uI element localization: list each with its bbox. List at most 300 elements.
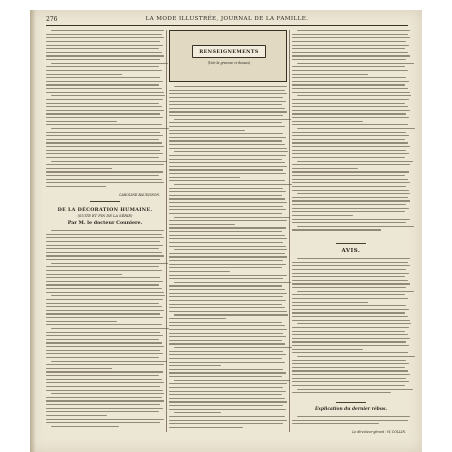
text-line (169, 220, 287, 221)
avis-text-block (292, 258, 410, 396)
text-line (46, 70, 162, 71)
text-line (292, 420, 408, 421)
text-line (169, 224, 235, 225)
text-line (46, 41, 160, 42)
text-line (292, 117, 409, 118)
text-line (46, 103, 159, 104)
text-line (174, 86, 287, 87)
text-line (169, 289, 285, 290)
text-line (46, 371, 163, 372)
text-line (292, 66, 405, 67)
text-line (46, 335, 163, 336)
editor-signature: Le directeur-gérant : W. COLLIN. (352, 430, 406, 434)
text-line (292, 168, 358, 169)
text-line (174, 412, 221, 413)
text-line (292, 146, 410, 147)
text-line (169, 140, 282, 141)
text-line (169, 311, 287, 312)
text-line (169, 325, 285, 326)
text-line (169, 126, 285, 127)
text-line (169, 423, 283, 424)
text-line (46, 310, 164, 311)
text-line (169, 202, 287, 203)
text-line (169, 246, 286, 247)
text-line (169, 304, 282, 305)
text-line (292, 142, 408, 143)
text-line (51, 361, 167, 362)
text-line (169, 104, 282, 105)
text-line (174, 151, 288, 152)
text-line (169, 90, 285, 91)
text-line (46, 306, 162, 307)
text-line (46, 284, 159, 285)
text-line (46, 357, 159, 358)
text-line (292, 345, 409, 346)
text-line (292, 222, 406, 223)
text-line (46, 157, 159, 158)
text-line (169, 238, 287, 239)
text-line (292, 153, 409, 154)
text-line (292, 363, 409, 364)
text-line (46, 164, 164, 165)
text-line (169, 198, 285, 199)
text-line (46, 255, 164, 256)
text-line (169, 383, 287, 384)
text-line (292, 45, 409, 46)
text-line (46, 237, 164, 238)
text-line (169, 427, 243, 428)
text-line (51, 30, 164, 31)
text-line (292, 211, 405, 212)
text-line (292, 135, 409, 136)
text-line (292, 186, 406, 187)
text-line (174, 249, 287, 250)
text-line (46, 317, 163, 318)
text-line (292, 88, 408, 89)
text-line (297, 193, 410, 194)
text-line (46, 346, 164, 347)
text-line (292, 59, 406, 60)
text-line (292, 113, 406, 114)
text-line (169, 148, 287, 149)
text-line (169, 362, 285, 363)
text-line (169, 173, 286, 174)
text-line (292, 352, 408, 353)
text-line (46, 386, 160, 387)
text-line (169, 275, 287, 276)
text-line (169, 409, 286, 410)
column-divider (289, 30, 290, 432)
text-line (292, 381, 409, 382)
text-line (292, 84, 405, 85)
text-line (169, 108, 285, 109)
story-signature: CAROLINE BAUDISSON. (119, 193, 160, 197)
text-line (169, 256, 287, 257)
text-line (46, 45, 163, 46)
text-line (46, 404, 160, 405)
text-line (46, 132, 160, 133)
text-line (169, 285, 282, 286)
rebus-explanation-title: Explication du dernier rébus. (314, 407, 388, 412)
text-line (292, 283, 410, 284)
text-line (292, 48, 405, 49)
article-title: DE LA DÉCORATION HUMAINE. (57, 207, 153, 213)
text-line (169, 169, 283, 170)
text-line (292, 110, 410, 111)
text-line (169, 130, 245, 131)
text-line (169, 242, 283, 243)
text-line (46, 146, 164, 147)
text-line (292, 70, 408, 71)
column-divider (166, 30, 167, 432)
text-line (169, 97, 283, 98)
text-line (46, 110, 164, 111)
binding-shadow (30, 10, 36, 452)
text-line (46, 252, 162, 253)
text-line (46, 350, 160, 351)
text-line (46, 92, 164, 93)
text-line (297, 416, 410, 417)
text-line (169, 354, 286, 355)
text-line (292, 179, 408, 180)
text-line (169, 213, 282, 214)
journal-title: LA MODE ILLUSTRÉE, JOURNAL DE LA FAMILLE. (145, 16, 309, 22)
text-line (169, 369, 283, 370)
text-line (292, 182, 410, 183)
text-line (174, 347, 292, 348)
text-line (292, 190, 409, 191)
text-line (46, 419, 164, 420)
text-line (169, 166, 287, 167)
text-line (169, 93, 287, 94)
text-line (292, 374, 410, 375)
text-line (46, 234, 162, 235)
text-line (169, 296, 283, 297)
text-line (46, 270, 162, 271)
text-line (51, 263, 168, 264)
text-line (46, 77, 160, 78)
text-line (46, 66, 159, 67)
text-line (169, 209, 286, 210)
text-line (292, 74, 368, 75)
text-line (169, 267, 282, 268)
text-line (169, 322, 282, 323)
text-line (46, 74, 122, 75)
text-line (169, 336, 286, 337)
text-line (292, 360, 406, 361)
text-line (292, 175, 405, 176)
text-line (46, 390, 163, 391)
text-line (297, 226, 414, 227)
text-line (46, 408, 163, 409)
text-line (292, 229, 381, 230)
text-line (292, 200, 410, 201)
text-line (46, 375, 159, 376)
text-line (46, 415, 107, 416)
text-line (292, 106, 408, 107)
text-line (169, 227, 286, 228)
text-line (46, 400, 164, 401)
renseignements-continued-block (292, 30, 410, 233)
text-line (174, 119, 291, 120)
text-line (297, 63, 414, 64)
text-line (169, 180, 285, 181)
text-line (46, 382, 164, 383)
text-line (51, 161, 167, 162)
text-line (46, 182, 164, 183)
text-line (46, 368, 112, 369)
text-line (292, 37, 410, 38)
text-line (46, 121, 117, 122)
text-line (297, 95, 411, 96)
text-line (169, 307, 285, 308)
text-line (46, 379, 162, 380)
text-line (292, 41, 406, 42)
text-line (46, 142, 162, 143)
text-line (292, 309, 409, 310)
text-line (292, 312, 405, 313)
text-line (169, 376, 282, 377)
text-line (46, 353, 163, 354)
text-line (46, 168, 112, 169)
text-line (169, 162, 285, 163)
text-line (292, 171, 409, 172)
text-line (46, 277, 160, 278)
text-line (292, 92, 410, 93)
text-line (292, 341, 406, 342)
text-line (169, 333, 283, 334)
text-line (169, 159, 282, 160)
text-line (46, 99, 163, 100)
text-line (174, 282, 291, 283)
text-line (46, 274, 122, 275)
text-line (292, 52, 408, 53)
text-line (169, 398, 285, 399)
text-line (292, 276, 405, 277)
text-line (51, 295, 165, 296)
text-line (46, 411, 159, 412)
text-line (297, 323, 411, 324)
text-line (46, 397, 162, 398)
text-line (169, 405, 283, 406)
text-line (46, 303, 159, 304)
text-line (292, 385, 405, 386)
text-line (174, 380, 290, 381)
text-line (292, 269, 406, 270)
text-line (297, 291, 414, 292)
text-line (292, 77, 406, 78)
text-line (46, 364, 164, 365)
text-line (169, 206, 283, 207)
story-text-block (46, 30, 164, 190)
text-line (292, 139, 405, 140)
text-line (46, 281, 163, 282)
text-line (169, 351, 283, 352)
text-line (46, 113, 160, 114)
text-line (46, 106, 162, 107)
text-line (46, 171, 163, 172)
text-line (46, 259, 160, 260)
text-line (169, 300, 286, 301)
text-line (169, 195, 282, 196)
text-line (169, 318, 226, 319)
text-line (46, 266, 159, 267)
text-line (169, 111, 287, 112)
text-line (46, 342, 162, 343)
text-line (51, 426, 119, 427)
text-line (169, 177, 240, 178)
text-line (169, 264, 286, 265)
text-line (46, 117, 163, 118)
text-line (292, 320, 410, 321)
text-line (292, 287, 406, 288)
text-line (46, 55, 164, 56)
text-line (292, 197, 408, 198)
text-line (169, 231, 282, 232)
text-line (169, 340, 282, 341)
text-line (292, 349, 363, 350)
text-line (292, 99, 409, 100)
text-line (174, 184, 292, 185)
avis-title: AVIS. (341, 248, 361, 254)
text-line (174, 314, 288, 315)
text-line (292, 378, 406, 379)
text-line (297, 30, 410, 31)
text-line (169, 394, 282, 395)
text-line (51, 95, 165, 96)
text-line (169, 191, 286, 192)
text-line (46, 422, 160, 423)
separator-rule (90, 201, 120, 202)
text-line (46, 245, 163, 246)
text-line (292, 327, 409, 328)
text-line (169, 271, 230, 272)
text-line (46, 186, 106, 187)
text-line (46, 52, 162, 53)
text-line (292, 55, 410, 56)
text-line (169, 260, 283, 261)
text-line (292, 34, 408, 35)
text-line (292, 219, 410, 220)
rebus-explanation-text (292, 416, 410, 427)
text-line (292, 204, 406, 205)
header-rule (46, 25, 408, 26)
text-line (169, 391, 286, 392)
article-text-block (46, 230, 164, 429)
text-line (46, 84, 159, 85)
text-line (297, 356, 415, 357)
text-line (292, 316, 408, 317)
article-author: Par M. le docteur Couniere. (67, 220, 143, 226)
text-line (169, 358, 282, 359)
text-line (292, 265, 410, 266)
renseignements-text-block (169, 86, 287, 430)
renseignements-vignette (169, 30, 287, 82)
text-line (46, 34, 162, 35)
separator-rule (336, 402, 366, 403)
text-line (292, 298, 408, 299)
text-line (169, 401, 287, 402)
text-line (51, 128, 169, 129)
text-line (292, 294, 405, 295)
vignette-title: RENSEIGNEMENTS (192, 45, 266, 58)
text-line (46, 332, 160, 333)
text-line (46, 292, 164, 293)
text-line (292, 208, 409, 209)
text-line (292, 150, 406, 151)
text-line (46, 135, 163, 136)
text-line (292, 338, 410, 339)
text-line (169, 137, 286, 138)
text-line (169, 293, 287, 294)
text-line (51, 230, 164, 231)
text-line (169, 372, 286, 373)
text-line (169, 416, 285, 417)
text-line (297, 389, 413, 390)
text-line (169, 365, 221, 366)
text-line (46, 88, 162, 89)
text-line (292, 215, 353, 216)
text-line (46, 81, 163, 82)
text-line (292, 392, 391, 393)
text-line (174, 217, 290, 218)
article-subtitle: (SUITE ET FIN DE LA SÉRIE) (77, 214, 133, 218)
separator-rule (336, 243, 366, 244)
text-line (297, 128, 415, 129)
text-line (46, 339, 159, 340)
page-number: 276 (46, 16, 58, 23)
text-line (46, 288, 162, 289)
text-line (51, 393, 164, 394)
text-line (169, 329, 287, 330)
text-line (292, 132, 406, 133)
text-line (46, 37, 164, 38)
text-line (46, 321, 117, 322)
text-line (292, 334, 408, 335)
text-line (169, 122, 282, 123)
text-line (292, 367, 405, 368)
text-line (169, 278, 283, 279)
text-line (169, 253, 285, 254)
vignette-caption: (Voir la gravure ci-dessus) (207, 61, 251, 65)
text-line (292, 305, 406, 306)
text-line (46, 179, 162, 180)
text-line (46, 59, 160, 60)
text-line (46, 139, 159, 140)
text-line (46, 175, 159, 176)
text-line (292, 423, 379, 424)
text-line (169, 155, 286, 156)
text-line (46, 324, 162, 325)
text-line (169, 133, 283, 134)
text-line (46, 150, 160, 151)
text-line (169, 420, 287, 421)
text-line (297, 161, 413, 162)
text-line (292, 331, 405, 332)
text-line (292, 103, 405, 104)
text-line (292, 280, 408, 281)
text-line (292, 273, 409, 274)
text-line (169, 144, 285, 145)
text-line (169, 188, 283, 189)
text-line (51, 63, 168, 64)
text-line (292, 81, 409, 82)
text-line (169, 235, 285, 236)
text-line (292, 262, 408, 263)
text-line (46, 124, 162, 125)
journal-page (30, 10, 422, 452)
text-line (292, 124, 408, 125)
